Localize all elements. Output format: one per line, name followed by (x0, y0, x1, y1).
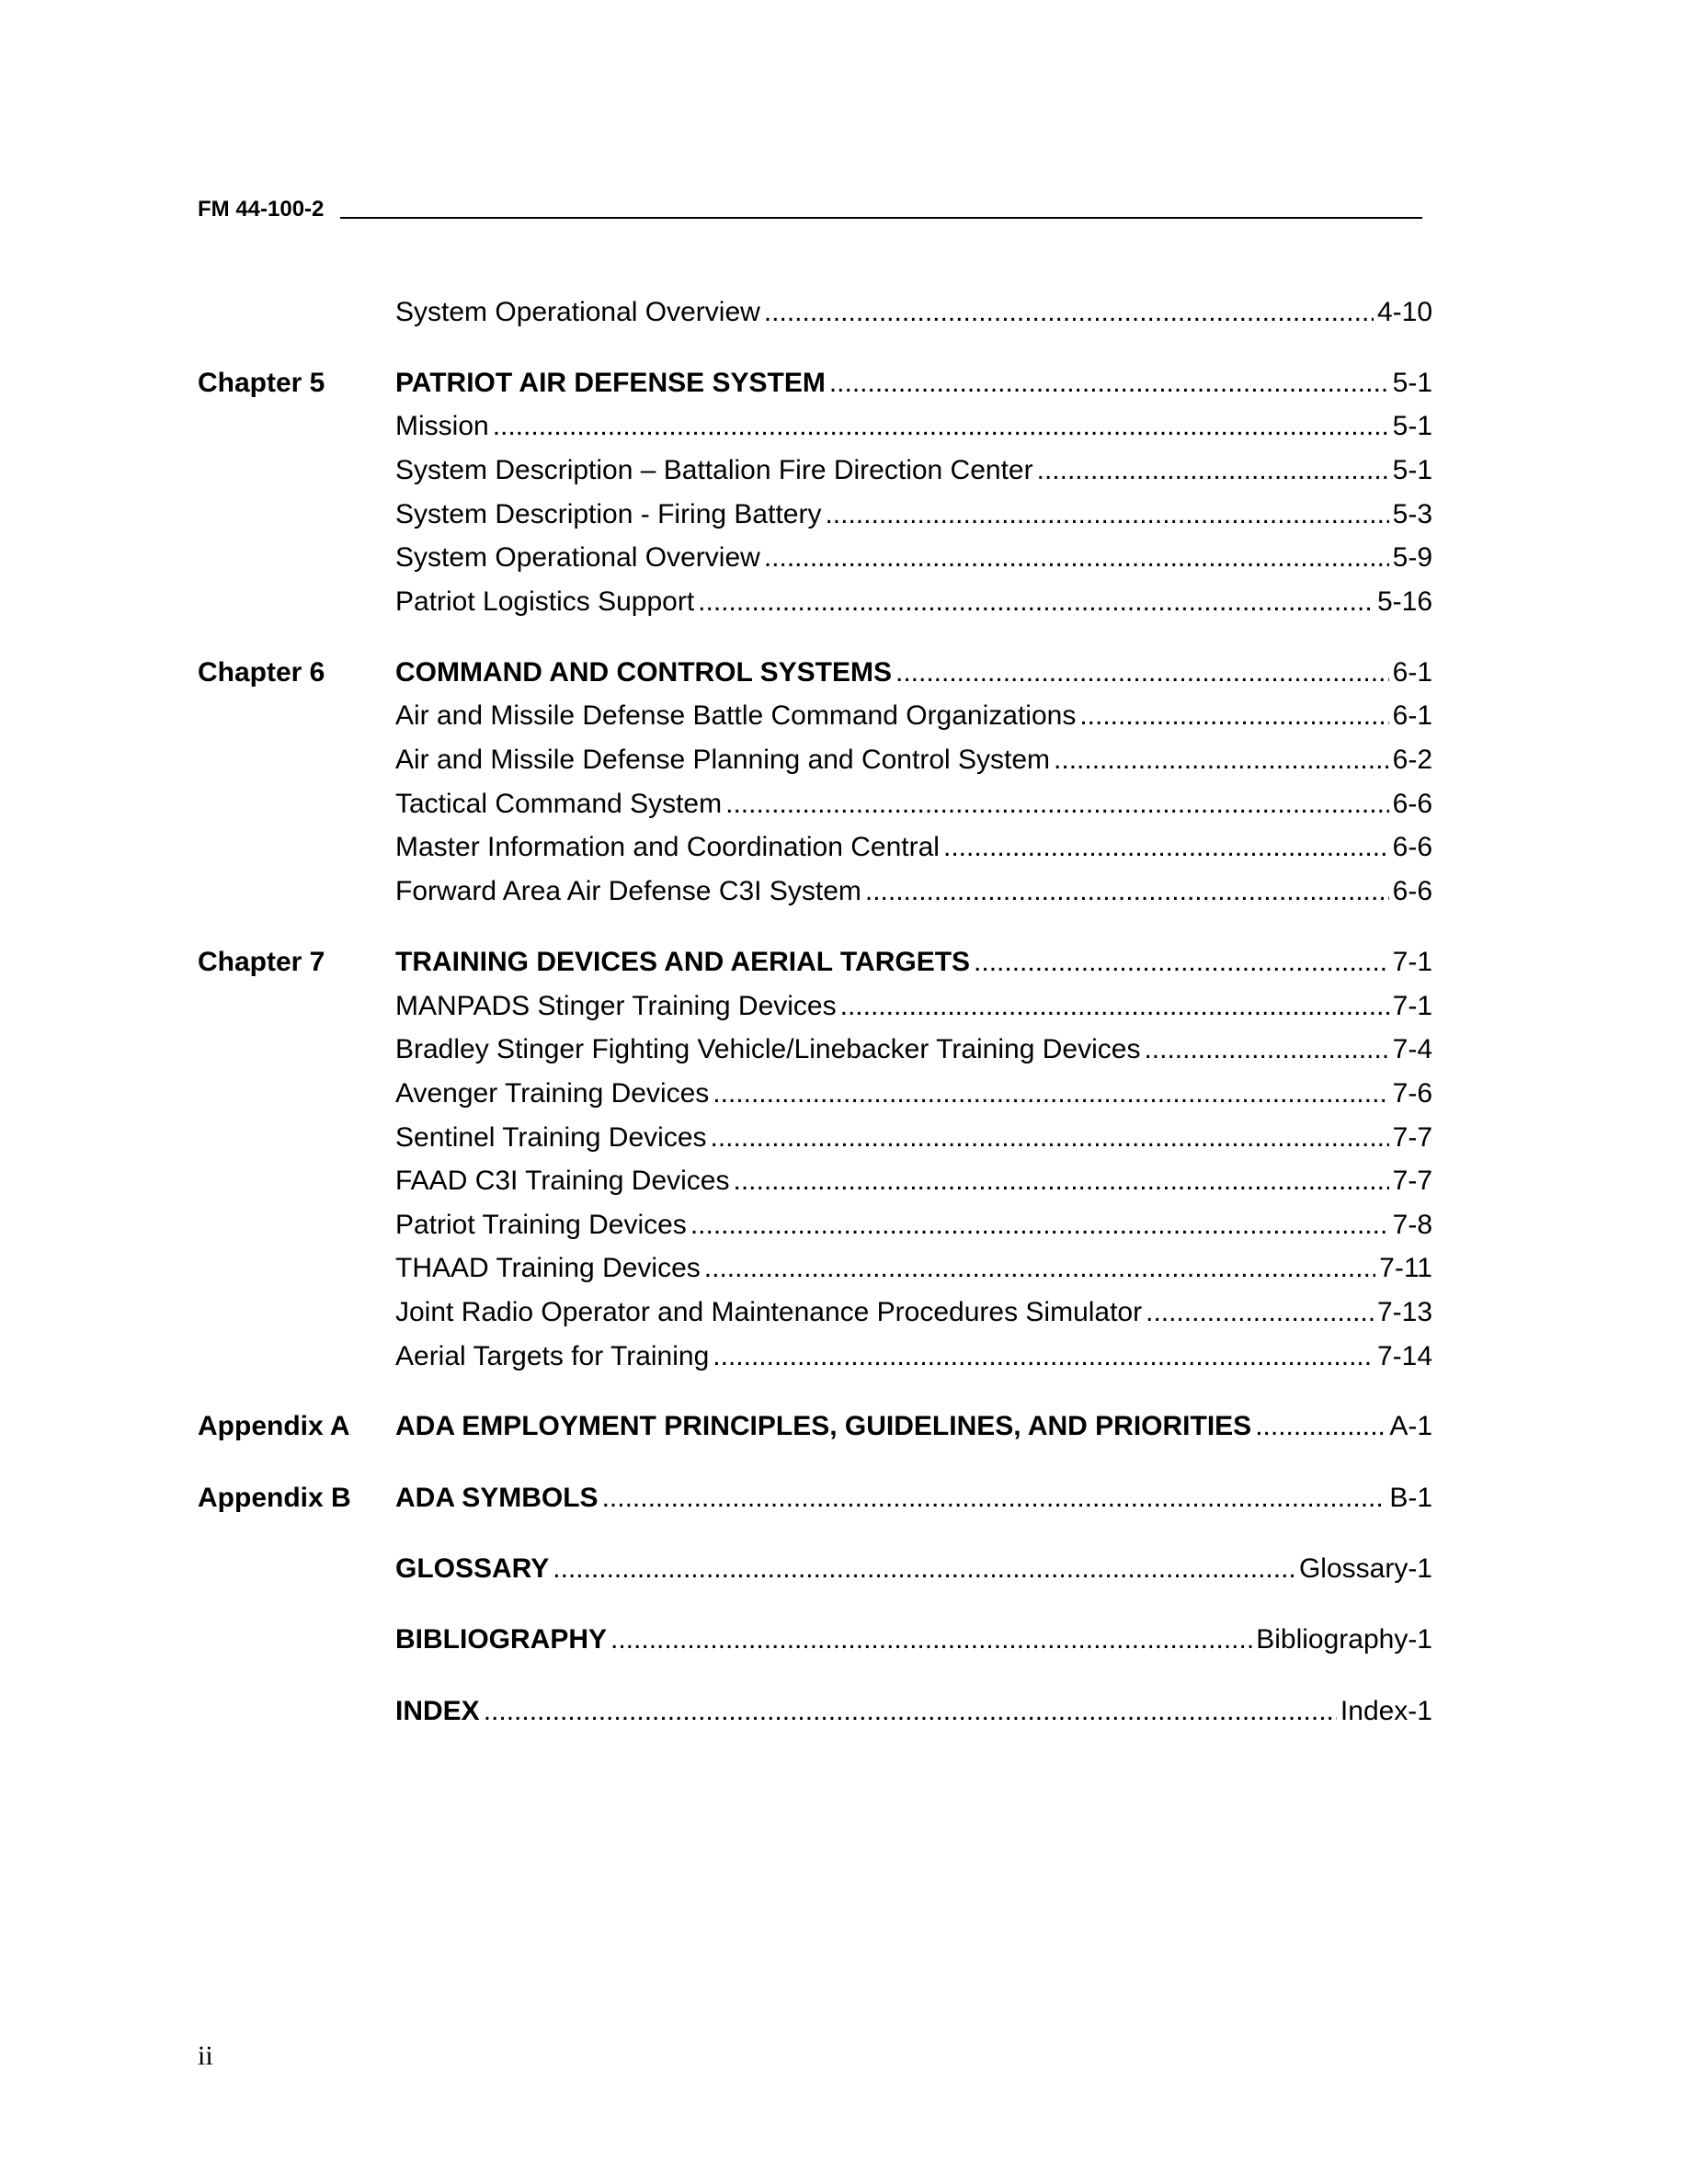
toc-entry-page: 4-10 (1376, 297, 1432, 327)
toc-entry-title: Avenger Training Devices (395, 1078, 710, 1109)
toc-section-label: Chapter 7 (198, 947, 325, 977)
toc-entry-title: MANPADS Stinger Training Devices (395, 991, 837, 1021)
toc-entry-title: Aerial Targets for Training (395, 1341, 710, 1371)
toc-entry-page: 7-1 (1392, 991, 1432, 1021)
toc-entry-title: System Operational Overview (395, 542, 760, 573)
toc-entry-title: Patriot Training Devices (395, 1210, 687, 1240)
toc-entry-page: 7-7 (1392, 1122, 1432, 1153)
toc-entry[interactable] (395, 1031, 1432, 1068)
toc-entry-title: Master Information and Coordination Central (395, 832, 940, 862)
toc-entry-page: 5-1 (1392, 455, 1432, 485)
toc-entry-title: Air and Missile Defense Battle Command Organizations (395, 700, 1077, 731)
toc-entry-title: Sentinel Training Devices (395, 1122, 707, 1153)
toc-section-label: Appendix A (198, 1411, 350, 1441)
page-number: ii (198, 2041, 213, 2071)
toc-entry-page: 6-6 (1392, 832, 1432, 862)
toc-entry-page: 6-6 (1392, 876, 1432, 906)
toc-section-label: Chapter 5 (198, 368, 325, 398)
dot-leader (829, 365, 1389, 402)
dot-leader (698, 584, 1374, 620)
dot-leader (484, 1693, 1337, 1730)
toc-entry-page: A-1 (1389, 1411, 1432, 1441)
toc-entry[interactable] (395, 540, 1432, 576)
toc-entry-title: Forward Area Air Defense C3I System (395, 876, 861, 906)
toc-entry-page: 7-14 (1376, 1341, 1432, 1371)
dot-leader (764, 540, 1389, 576)
dot-leader (713, 1075, 1388, 1112)
dot-leader (602, 1480, 1386, 1517)
dot-leader (704, 1250, 1375, 1287)
toc-entry-title: GLOSSARY (395, 1553, 550, 1584)
dot-leader (733, 1163, 1388, 1200)
toc-entry-page: 5-1 (1392, 411, 1432, 441)
toc-entry-page: 7-13 (1376, 1297, 1432, 1327)
toc-entry[interactable] (395, 584, 1432, 620)
toc-entry[interactable] (395, 1551, 1432, 1587)
toc-entry[interactable] (395, 408, 1432, 445)
toc-entry-title: Bradley Stinger Fighting Vehicle/Linebacker Training Devices (395, 1034, 1141, 1064)
toc-entry-page: 7-1 (1392, 947, 1432, 977)
dot-leader (1144, 1031, 1388, 1068)
toc-entry-page: 5-1 (1392, 368, 1432, 398)
toc-entry-title: Air and Missile Defense Planning and Control System (395, 745, 1051, 775)
dot-leader (1054, 742, 1389, 779)
toc-entry-page: 7-7 (1392, 1166, 1432, 1196)
toc-entry-page: 6-6 (1392, 789, 1432, 819)
toc-entry[interactable] (395, 1250, 1432, 1287)
dot-leader (1079, 698, 1388, 734)
dot-leader (713, 1338, 1374, 1375)
toc-entry-page: Glossary-1 (1298, 1553, 1432, 1584)
toc-entry[interactable] (395, 1693, 1432, 1730)
dot-leader (974, 944, 1389, 981)
toc-entry-page: 7-11 (1379, 1253, 1432, 1283)
toc-entry-title: FAAD C3I Training Devices (395, 1166, 730, 1196)
toc-entry-page: 5-16 (1376, 586, 1432, 617)
toc-entry-title: Tactical Command System (395, 789, 723, 819)
toc-entry[interactable] (395, 829, 1432, 866)
dot-leader (711, 1120, 1389, 1156)
toc-entry[interactable] (395, 496, 1432, 533)
dot-leader (764, 294, 1374, 331)
dot-leader (825, 496, 1388, 533)
toc-entry-page: B-1 (1389, 1483, 1432, 1513)
toc-entry-title: COMMAND AND CONTROL SYSTEMS (395, 657, 892, 688)
dot-leader (943, 829, 1389, 866)
toc-entry-title: BIBLIOGRAPHY (395, 1624, 608, 1655)
toc-entry-page: 7-8 (1392, 1210, 1432, 1240)
toc-entry[interactable] (395, 1075, 1432, 1112)
toc-entry-title: THAAD Training Devices (395, 1253, 701, 1283)
dot-leader (725, 786, 1389, 823)
toc-entry[interactable] (395, 1294, 1432, 1331)
toc-entry[interactable] (395, 294, 1432, 331)
toc-entry-title: System Description - Firing Battery (395, 499, 822, 529)
toc-entry[interactable] (395, 698, 1432, 734)
toc-entry[interactable] (395, 1480, 1432, 1517)
toc-section-label: Appendix B (198, 1483, 351, 1513)
toc-entry[interactable] (395, 786, 1432, 823)
dot-leader (1146, 1294, 1374, 1331)
dot-leader (493, 408, 1389, 445)
document-id: FM 44-100-2 (198, 197, 325, 222)
toc-entry-page: 6-1 (1392, 700, 1432, 731)
toc-entry-page: 6-1 (1392, 657, 1432, 688)
dot-leader (690, 1207, 1389, 1244)
toc-entry-page: 7-6 (1392, 1078, 1432, 1109)
toc-entry-page: Index-1 (1340, 1696, 1432, 1726)
dot-leader (865, 873, 1389, 910)
toc-entry[interactable] (395, 1621, 1432, 1658)
toc-entry-page: 7-4 (1392, 1034, 1432, 1064)
toc-entry-page: 5-3 (1392, 499, 1432, 529)
toc-entry-title: Mission (395, 411, 489, 441)
toc-entry-page: Bibliography-1 (1256, 1624, 1432, 1655)
toc-entry[interactable] (395, 1120, 1432, 1156)
toc-section-label: Chapter 6 (198, 657, 325, 688)
toc-entry[interactable] (395, 1207, 1432, 1244)
toc-entry-title: ADA EMPLOYMENT PRINCIPLES, GUIDELINES, AND PRIORITIES (395, 1411, 1252, 1441)
toc-entry-title: INDEX (395, 1696, 480, 1726)
toc-entry-title: Patriot Logistics Support (395, 586, 695, 617)
dot-leader (1037, 452, 1389, 489)
toc-entry[interactable] (395, 1408, 1432, 1445)
dot-leader (610, 1621, 1252, 1658)
toc-entry[interactable] (395, 1338, 1432, 1375)
toc-entry-title: System Description – Battalion Fire Direction Center (395, 455, 1033, 485)
dot-leader (553, 1551, 1295, 1587)
toc-entry[interactable] (395, 988, 1432, 1025)
toc-entry[interactable] (395, 452, 1432, 489)
toc-entry[interactable] (395, 1163, 1432, 1200)
toc-entry-page: 5-9 (1392, 542, 1432, 573)
dot-leader (1255, 1408, 1386, 1445)
toc-entry[interactable] (395, 365, 1432, 402)
dot-leader (895, 654, 1389, 691)
toc-entry[interactable] (395, 654, 1432, 691)
dot-leader (840, 988, 1389, 1025)
toc-entry[interactable] (395, 873, 1432, 910)
toc-entry[interactable] (395, 742, 1432, 779)
toc-entry-title: System Operational Overview (395, 297, 760, 327)
toc-entry[interactable] (395, 944, 1432, 981)
toc-entry-title: Joint Radio Operator and Maintenance Procedures Simulator (395, 1297, 1143, 1327)
toc-entry-title: TRAINING DEVICES AND AERIAL TARGETS (395, 947, 971, 977)
toc-entry-page: 6-2 (1392, 745, 1432, 775)
toc-entry-title: ADA SYMBOLS (395, 1483, 599, 1513)
toc-entry-title: PATRIOT AIR DEFENSE SYSTEM (395, 368, 826, 398)
